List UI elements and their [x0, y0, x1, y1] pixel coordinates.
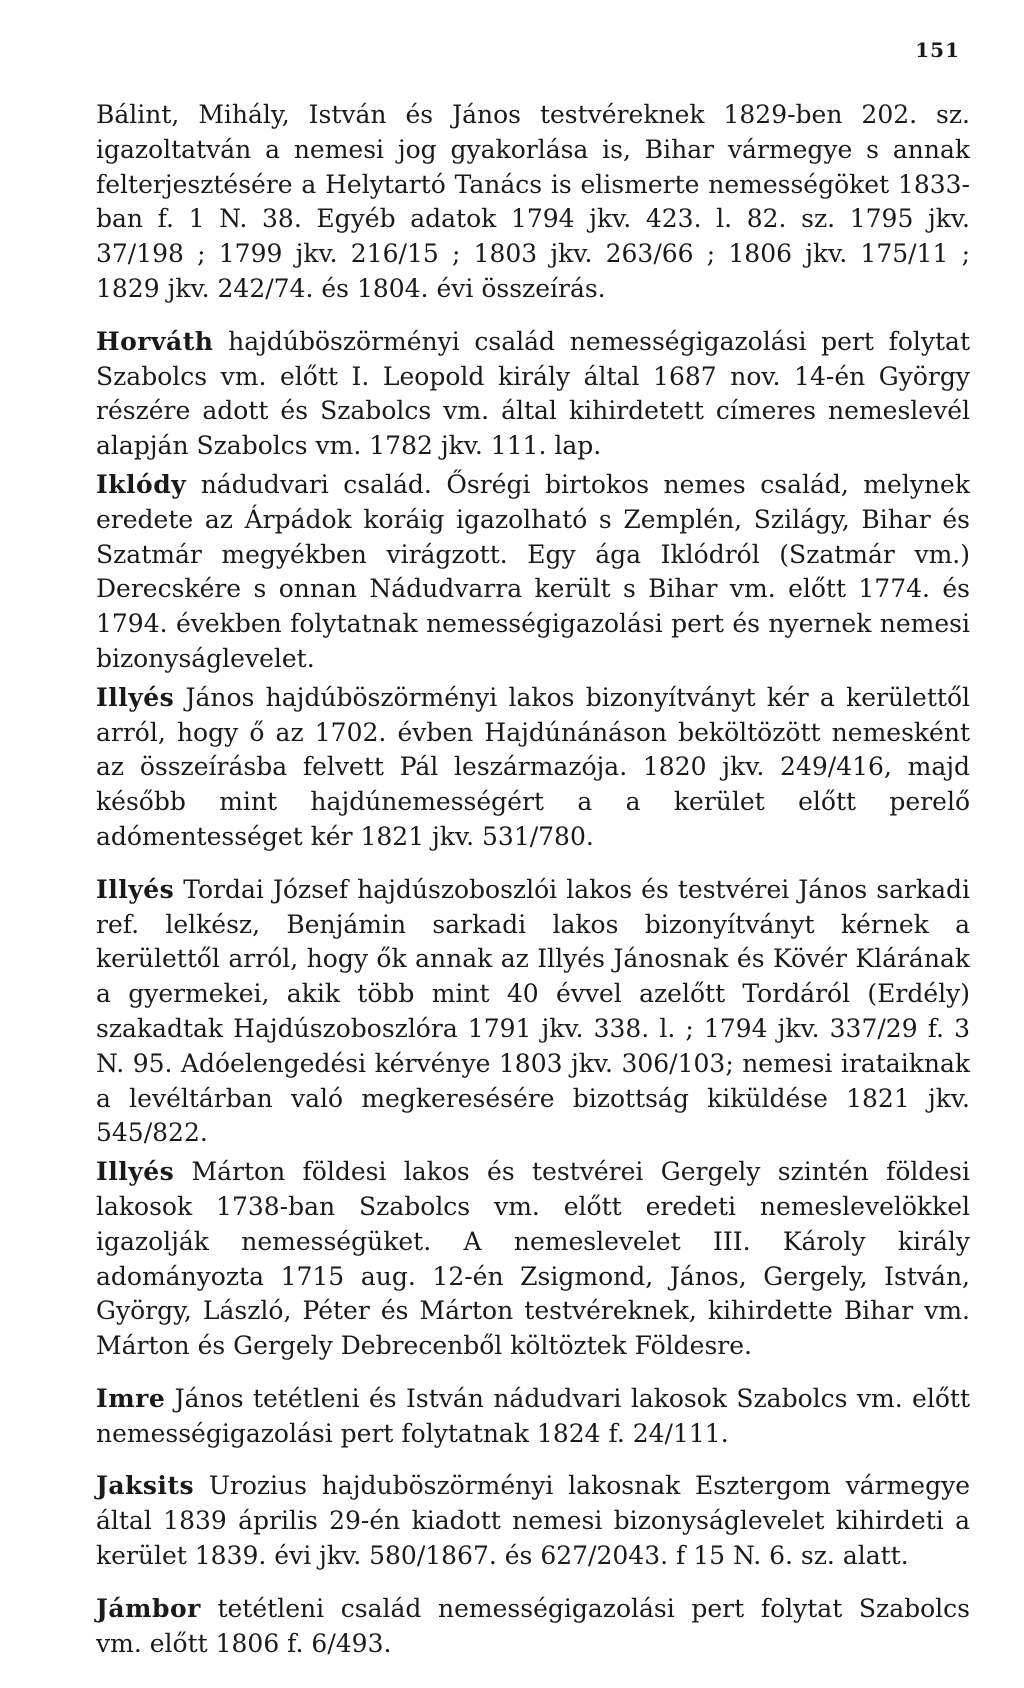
entry-text: Tordai József hajdúszoboszlói lakos és testvérei János sarkadi ref. lelkész, Benjámin sarkadi lakos bizonyítványt kérnek a kerülettől arról, hogy ők annak az Illyés Jánosnak és Kövér Klárának a gyermekei, akik több mint 40 évvel azelőtt Tordáról (Erdély) szakadtak Hajdúszoboszlóra 1791 jkv. 338. l. ; 1794 jkv. 337/29 f. 3 N. 95. Adóelengedési kérvénye 1803 jkv. 306/103; nemesi irataiknak a levéltárban való megkeresésére bizottság kiküldése 1821 jkv. 545/822.: [96, 874, 970, 1148]
entry-jaksits: [96, 1469, 970, 1573]
entry-iklody: [96, 468, 970, 677]
entry-text: Urozius hajduböszörményi lakosnak Esztergom vármegye által 1839 április 29-én kiadott nemesi bizonyságlevelet kihirdeti a kerület 1839. évi jkv. 580/1867. és 627/2043. f 15 N. 6. sz. alatt.: [96, 1471, 970, 1571]
entry-headword: Illyés: [96, 1157, 175, 1187]
entry-text: nádudvari család. Ősrégi birtokos nemes család, melynek eredete az Árpádok koráig igazolható s Zemplén, Szilágy, Bihar és Szatmár megyékben virágzott. Egy ága Iklódról (Szatmár vm.) Derecskére s onnan Nádudvarra került s Bihar vm. előtt 1774. és 1794. években folytatnak nemességigazolási pert és nyernek nemesi bizonyságlevelet.: [96, 469, 970, 673]
entry-headword: Illyés: [96, 682, 175, 712]
entry-text: hajdúböszörményi család nemességigazolási pert folytat Szabolcs vm. előtt I. Leopold király által 1687 nov. 14-én György részére adott és Szabolcs vm. által kihirdetett címeres nemeslevél alapján Szabolcs vm. 1782 jkv. 111. lap.: [96, 326, 970, 461]
entry-headword: Horváth: [96, 326, 214, 356]
entry-text: János tetétleni és István nádudvari lakosok Szabolcs vm. előtt nemességigazolási pert folytatnak 1824 f. 24/111.: [96, 1383, 970, 1448]
entry-text: tetétleni család nemességigazolási pert folytat Szabolcs vm. előtt 1806 f. 6/493.: [96, 1593, 970, 1658]
entry-illyes-marton: [96, 1155, 970, 1364]
entry-text: Bálint, Mihály, István és János testvéreknek 1829-ben 202. sz. igazoltatván a nemesi jog gyakorlása is, Bihar vármegye s annak felterjesztésére a Helytartó Tanács is elismerte nemességöket 1833-ban f. 1 N. 38. Egyéb adatok 1794 jkv. 423. l. 82. sz. 1795 jkv. 37/198 ; 1799 jkv. 216/15 ; 1803 jkv. 263/66 ; 1806 jkv. 175/11 ; 1829 jkv. 242/74. és 1804. évi összeírás.: [96, 100, 970, 303]
entry-imre: [96, 1382, 970, 1452]
page-body: [96, 98, 970, 1679]
entry-headword: Jámbor: [96, 1593, 201, 1623]
entry-jambor: [96, 1592, 970, 1662]
entry-horvath: [96, 325, 970, 464]
entry-text: Márton földesi lakos és testvérei Gergely szintén földesi lakosok 1738-ban Szabolcs vm. előtt eredeti nemeslevelökkel igazolják nemességüket. A nemeslevelet III. Károly király adományozta 1715 aug. 12-én Zsigmond, János, Gergely, István, György, László, Péter és Márton testvéreknek, kihirdette Bihar vm. Márton és Gergely Debrecenből költöztek Földesre.: [96, 1157, 970, 1361]
entry-text: János hajdúböszörményi lakos bizonyítványt kér a kerülettől arról, hogy ő az 1702. évben Hajdúnánáson beköltözött nemesként az összeírásba felvett Pál leszármazója. 1820 jkv. 249/416, majd később mint hajdúnemességért a a kerület előtt perelő adómentességet kér 1821 jkv. 531/780.: [96, 682, 970, 851]
entry-illyes-tordai: [96, 873, 970, 1151]
entry-headword: Imre: [96, 1383, 166, 1413]
page-number: 151: [915, 38, 960, 62]
entry-headword: Jaksits: [96, 1471, 195, 1501]
entry-headword: Illyés: [96, 874, 175, 904]
entry-balint: [96, 98, 970, 307]
entry-headword: Iklódy: [96, 469, 187, 499]
entry-illyes-janos: [96, 681, 970, 855]
